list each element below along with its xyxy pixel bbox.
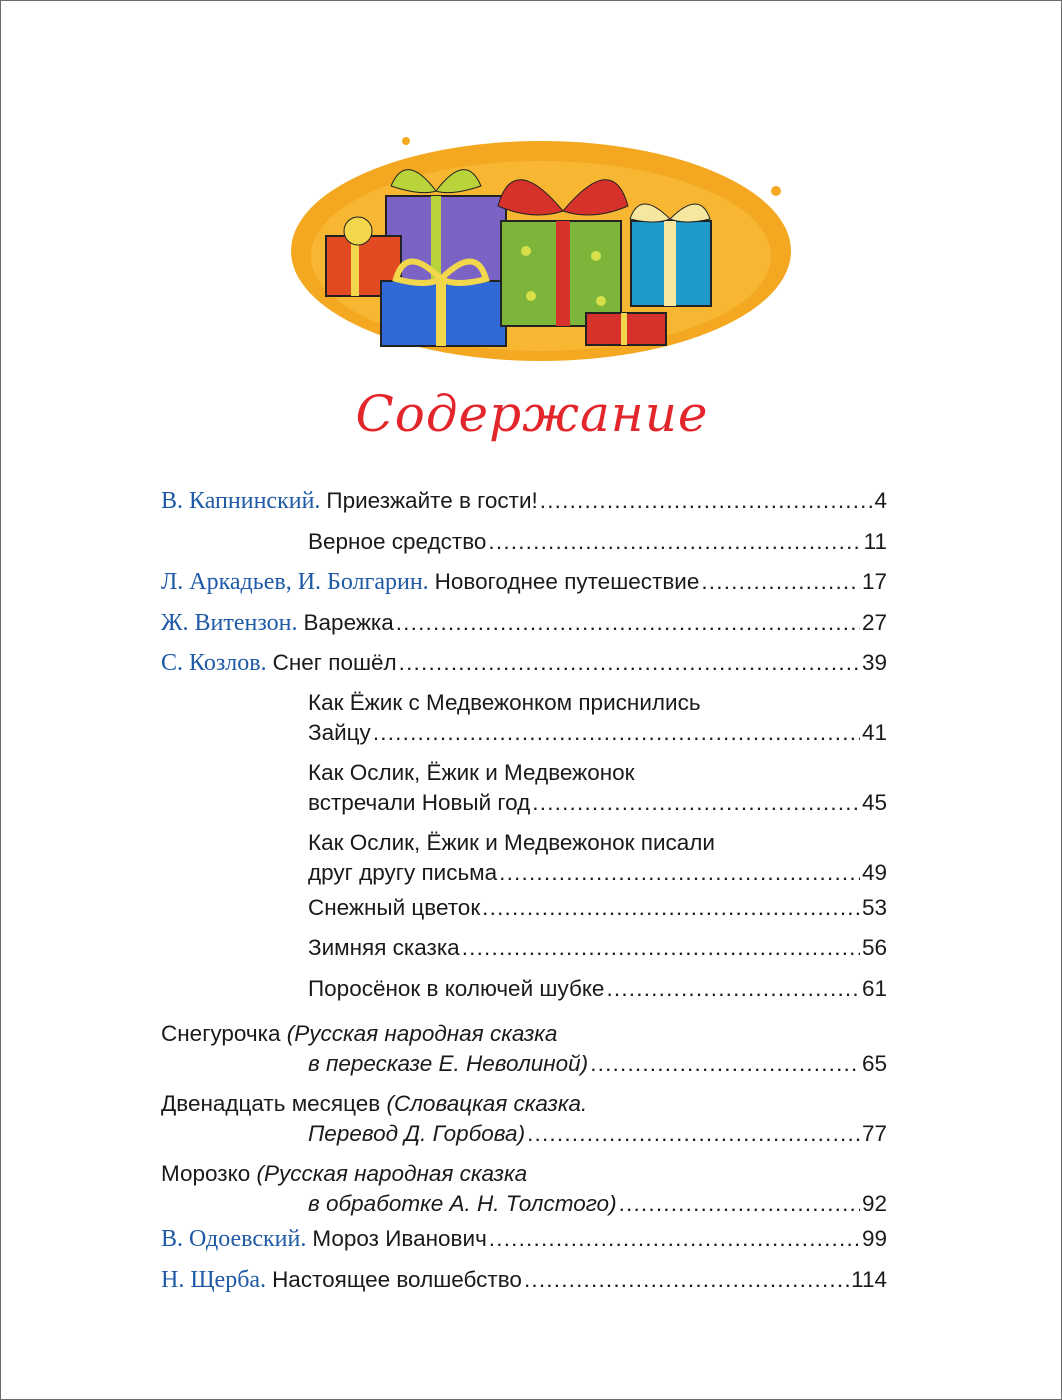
author: Л. Аркадьев, И. Болгарин. (161, 569, 429, 595)
page-number: 99 (861, 1226, 887, 1251)
page-number: 61 (861, 975, 887, 1001)
dot-leader (524, 1260, 849, 1301)
story-title: Зимняя сказка (308, 935, 460, 960)
dot-leader (590, 1049, 860, 1079)
story-title-line1: Как Ослик, Ёжик и Медвежонок писали (308, 829, 715, 855)
dot-leader (527, 1119, 860, 1149)
dot-leader (701, 562, 860, 603)
toc-entry[interactable] (161, 828, 887, 888)
story-note-line1: (Русская народная сказка (256, 1161, 528, 1186)
story-title: Новогоднее путешествие (434, 569, 700, 594)
story-title: Двенадцать месяцев (161, 1091, 381, 1116)
story-title-line2: друг другу письма (308, 859, 498, 885)
toc-entry[interactable] (161, 1089, 887, 1149)
toc-entry[interactable] (161, 643, 887, 684)
story-title: Мороз Иванович (312, 1226, 487, 1251)
story-title-line2: Зайцу (308, 719, 371, 745)
toc-entry[interactable] (161, 1219, 887, 1260)
story-title-line2: встречали Новый год (308, 789, 531, 815)
author: С. Козлов. (161, 650, 267, 676)
toc-entry[interactable] (161, 522, 887, 563)
author: Ж. Витензон. (161, 609, 298, 636)
page-number: 11 (863, 528, 887, 554)
toc-entry[interactable] (161, 928, 887, 969)
story-title: Поросёнок в колючей шубке (308, 975, 605, 1001)
table-of-contents (161, 481, 887, 1300)
page-number: 39 (861, 650, 887, 675)
story-title-line1: Как Ослик, Ёжик и Медвежонок (308, 759, 635, 785)
author: В. Капнинский. (161, 488, 321, 514)
toc-entry[interactable] (161, 562, 887, 603)
page-number: 27 (861, 609, 887, 635)
page-number: 77 (861, 1121, 887, 1146)
toc-entry[interactable] (161, 758, 887, 818)
author: Н. Щерба. (161, 1266, 267, 1293)
dot-leader (482, 888, 860, 929)
story-title: Морозко (161, 1161, 251, 1186)
dot-leader (373, 718, 860, 748)
dot-leader (499, 858, 860, 888)
story-note-line1: (Русская народная сказка (286, 1021, 558, 1046)
dot-leader (462, 928, 860, 969)
page-number: 65 (861, 1051, 887, 1076)
christmas-gifts-illustration (286, 131, 796, 371)
story-title: Варежка (303, 609, 394, 635)
toc-entry[interactable] (161, 969, 887, 1010)
dot-leader (489, 1219, 860, 1260)
dot-leader (540, 481, 873, 522)
dot-leader (488, 522, 861, 563)
story-note-line2: Перевод Д. Горбова) (308, 1121, 526, 1146)
toc-entry[interactable] (161, 1159, 887, 1219)
story-title: Настоящее волшебство (272, 1266, 522, 1292)
page-number: 41 (861, 719, 887, 745)
story-title: Снегурочка (161, 1021, 281, 1046)
story-title-line1: Как Ёжик с Медвежонком приснились (308, 689, 701, 715)
toc-entry[interactable] (161, 481, 887, 522)
page-number: 45 (861, 789, 887, 815)
page-number: 4 (874, 488, 887, 513)
page-number: 92 (861, 1191, 887, 1216)
story-title: Приезжайте в гости! (326, 488, 538, 513)
story-title: Верное средство (308, 528, 487, 554)
page-number: 17 (861, 569, 887, 594)
dot-leader (532, 788, 860, 818)
story-note-line1: (Словацкая сказка. (386, 1091, 588, 1116)
page-number: 56 (861, 935, 887, 960)
page-number: 53 (861, 894, 887, 920)
page-number: 114 (851, 1266, 887, 1292)
toc-entry[interactable] (161, 603, 887, 644)
page-number: 49 (861, 859, 887, 885)
toc-entry[interactable] (161, 1260, 887, 1301)
dot-leader (396, 603, 860, 644)
dot-leader (399, 643, 860, 684)
toc-entry[interactable] (161, 888, 887, 929)
story-title: Снежный цветок (308, 894, 481, 920)
toc-entry[interactable] (161, 1019, 887, 1079)
page-title: Содержание (355, 385, 709, 443)
toc-entry[interactable] (161, 688, 887, 748)
story-note-line2: в пересказе Е. Неволиной) (308, 1051, 589, 1076)
author: В. Одоевский. (161, 1226, 307, 1252)
dot-leader (606, 969, 860, 1010)
story-note-line2: в обработке А. Н. Толстого) (308, 1191, 617, 1216)
dot-leader (619, 1189, 860, 1219)
story-title: Снег пошёл (272, 650, 397, 675)
